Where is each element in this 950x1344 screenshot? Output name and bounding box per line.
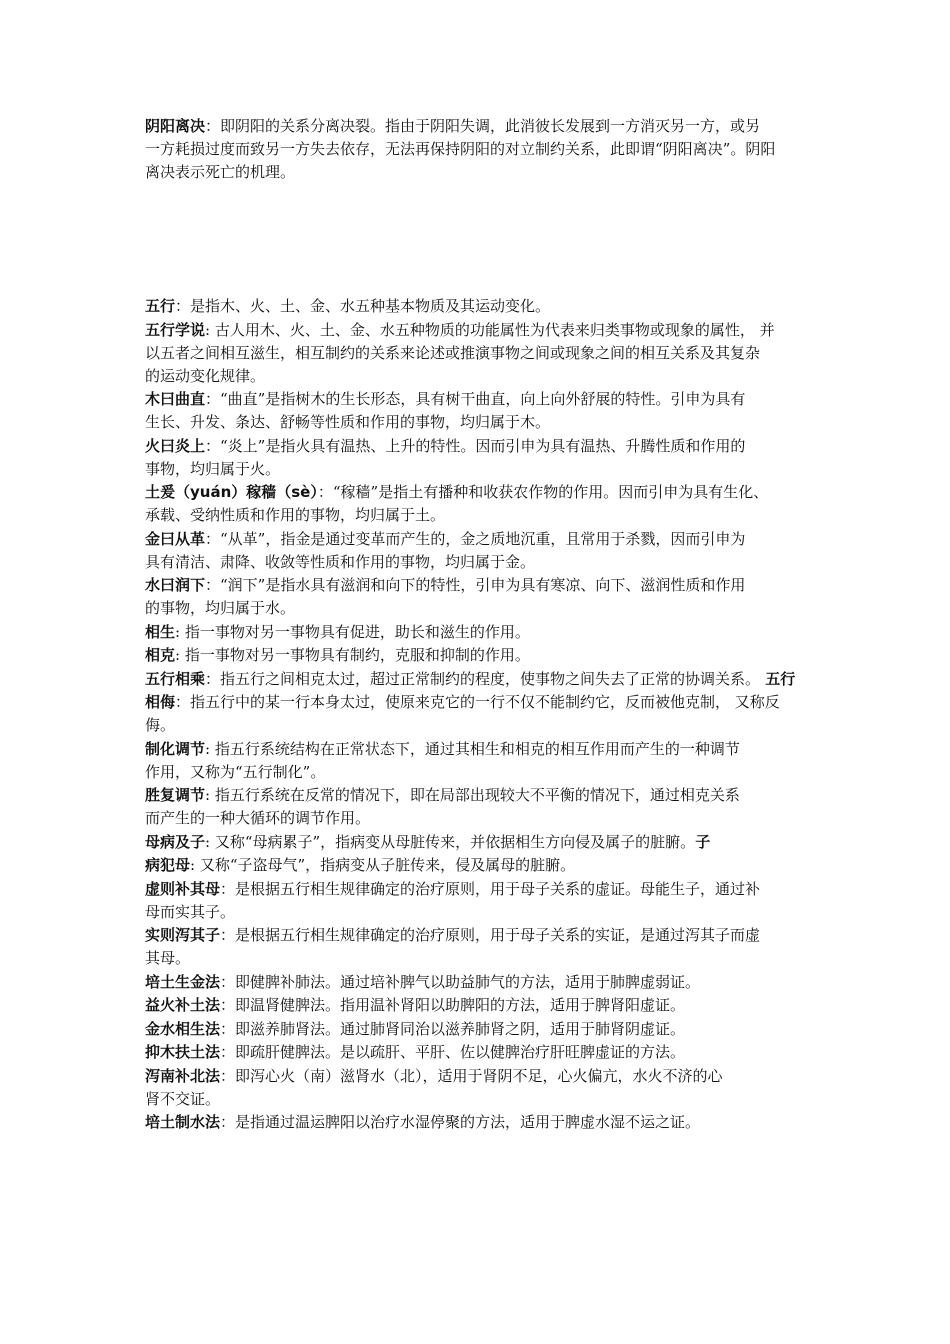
term-label: 五行 bbox=[145, 297, 176, 315]
term-label: 相侮 bbox=[145, 693, 176, 711]
term-label: 培土生金法 bbox=[145, 973, 221, 991]
term-label-continuation: 子 bbox=[695, 833, 711, 851]
term-label: 水曰润下 bbox=[145, 576, 206, 594]
definition-text: 肾不交证。 bbox=[145, 1090, 221, 1108]
term-label: 制化调节 bbox=[145, 740, 206, 758]
definition-text: ：是指通过温运脾阳以治疗水湿停聚的方法，适用于脾虚水湿不运之证。 bbox=[220, 1113, 701, 1131]
term-label: 五行学说 bbox=[145, 321, 206, 339]
definition-text: ：是根据五行相生规律确定的治疗原则，用于母子关系的虚证。母能生子，通过补 bbox=[220, 880, 761, 898]
definition-entry bbox=[145, 1065, 815, 1111]
term-label-continuation: 五行 bbox=[760, 670, 796, 688]
definition-text: 的事物，均归属于水。 bbox=[145, 599, 296, 617]
definition-entry bbox=[145, 388, 815, 434]
term-label: 虚则补其母 bbox=[145, 880, 221, 898]
definition-text: ：“润下”是指水具有滋润和向下的特性，引申为具有寒凉、向下、滋润性质和作用 bbox=[205, 576, 746, 594]
definition-text: ：即泻心火（南）滋肾水（北），适用于肾阴不足，心火偏亢，水火不济的心 bbox=[220, 1067, 723, 1085]
definition-entry bbox=[145, 994, 815, 1017]
definition-text: 其母。 bbox=[145, 949, 191, 967]
definition-entry bbox=[145, 878, 815, 924]
definition-text: ：即温肾健脾法。指用温补肾阳以助脾阳的方法，适用于脾肾阳虚证。 bbox=[220, 996, 686, 1014]
term-label: 实则泻其子 bbox=[145, 926, 221, 944]
definition-text: ：指五行中的某一行本身太过，使原来克它的一行不仅不能制约它，反而被他克制， 又称反 bbox=[175, 693, 780, 711]
definition-entry bbox=[145, 1041, 815, 1064]
definition-entry bbox=[145, 295, 815, 318]
term-label: 益火补土法 bbox=[145, 996, 221, 1014]
term-label: 金水相生法 bbox=[145, 1020, 221, 1038]
definition-text: : 指五行系统在反常的情况下，即在局部出现较大不平衡的情况下，通过相克关系 bbox=[205, 786, 740, 804]
definition-text: ：“曲直”是指树木的生长形态，具有树干曲直，向上向外舒展的特性。引申为具有 bbox=[205, 390, 746, 408]
definition-entry bbox=[145, 481, 815, 527]
definition-text: 事物，均归属于火。 bbox=[145, 460, 281, 478]
definition-text: 而产生的一种大循环的调节作用。 bbox=[145, 809, 371, 827]
definition-text: 生长、升发、条达、舒畅等性质和作用的事物，均归属于木。 bbox=[145, 413, 551, 431]
definition-entry bbox=[145, 784, 815, 830]
definition-text: : 古人用木、火、土、金、水五种物质的功能属性为代表来归类事物或现象的属性， 并 bbox=[205, 321, 775, 339]
definition-entry bbox=[145, 435, 815, 481]
definition-text: ：即健脾补肺法。通过培补脾气以助益肺气的方法，适用于肺脾虚弱证。 bbox=[220, 973, 701, 991]
term-label: 火曰炎上 bbox=[145, 437, 206, 455]
definition-text: 承载、受纳性质和作用的事物，均归属于土。 bbox=[145, 506, 446, 524]
definition-text: ：“从革”，指金是通过变革而产生的，金之质地沉重，且常用于杀戮，因而引申为 bbox=[205, 530, 746, 548]
definition-entry bbox=[145, 924, 815, 970]
term-label: 木曰曲直 bbox=[145, 390, 206, 408]
definition-line-1: ：即阴阳的关系分离决裂。指由于阴阳失调，此消彼长发展到一方消灭另一方，或另 bbox=[205, 117, 761, 135]
definition-text: ：“炎上”是指火具有温热、上升的特性。因而引申为具有温热、升腾性质和作用的 bbox=[205, 437, 746, 455]
definition-text: ：指五行之间相克太过，超过正常制约的程度，使事物之间失去了正常的协调关系。 bbox=[205, 670, 761, 688]
definition-text: ：“稼穑”是指土有播种和收获农作物的作用。因而引申为具有生化、 bbox=[317, 483, 769, 501]
definition-yin-yang-separation bbox=[145, 115, 815, 184]
term-label: 五行相乘 bbox=[145, 670, 206, 688]
definition-text: : 指五行系统结构在正常状态下，通过其相生和相克的相互作用而产生的一种调节 bbox=[205, 740, 740, 758]
term-label: 母病及子 bbox=[145, 833, 206, 851]
term-label: 病犯母 bbox=[145, 856, 191, 874]
definition-text: : 又称“母病累子”，指病变从母脏传来，并依据相生方向侵及属子的脏腑。 bbox=[205, 833, 696, 851]
definition-text: : 指一事物对另一事物具有促进，助长和滋生的作用。 bbox=[175, 623, 530, 641]
definition-text: 具有清洁、肃降、收敛等性质和作用的事物，均归属于金。 bbox=[145, 553, 536, 571]
definition-entry bbox=[145, 668, 815, 691]
definition-entry bbox=[145, 1018, 815, 1041]
definition-entry bbox=[145, 528, 815, 574]
term-label: 胜复调节 bbox=[145, 786, 206, 804]
term-label: 泻南补北法 bbox=[145, 1067, 221, 1085]
definition-text: 的运动变化规律。 bbox=[145, 367, 266, 385]
definition-text: ：是指木、火、土、金、水五种基本物质及其运动变化。 bbox=[175, 297, 551, 315]
definition-entry bbox=[145, 644, 815, 667]
definition-text: : 又称“子盗母气”，指病变从子脏传来，侵及属母的脏腑。 bbox=[190, 856, 576, 874]
term-label: 相克 bbox=[145, 646, 176, 664]
term-label: 相生 bbox=[145, 623, 176, 641]
definition-entry bbox=[145, 574, 815, 620]
definition-entry bbox=[145, 691, 815, 737]
term-label: 抑木扶土法 bbox=[145, 1043, 221, 1061]
term-label: 培土制水法 bbox=[145, 1113, 221, 1131]
definition-entry bbox=[145, 831, 815, 854]
definition-entry bbox=[145, 621, 815, 644]
definition-text: ：是根据五行相生规律确定的治疗原则，用于母子关系的实证，是通过泻其子而虚 bbox=[220, 926, 761, 944]
term-label: 金曰从革 bbox=[145, 530, 206, 548]
definition-entry bbox=[145, 1111, 815, 1134]
definition-text: ：即疏肝健脾法。是以疏肝、平肝、佐以健脾治疗肝旺脾虚证的方法。 bbox=[220, 1043, 686, 1061]
term-label: 土爰（yuán）稼穑（sè） bbox=[145, 483, 318, 501]
definition-line-3: 离决表示死亡的机理。 bbox=[145, 163, 296, 181]
definition-entry bbox=[145, 971, 815, 994]
definition-entry bbox=[145, 738, 815, 784]
definition-entry bbox=[145, 854, 815, 877]
definition-entry bbox=[145, 319, 815, 388]
term-label: 阴阳离决 bbox=[145, 117, 206, 135]
definition-line-2: 一方耗损过度而致另一方失去依存，无法再保持阴阳的对立制约关系，此即谓“阴阳离决”。阴阳 bbox=[145, 140, 776, 158]
definition-text: 作用，又称为“五行制化”。 bbox=[145, 763, 326, 781]
definition-text: 以五者之间相互滋生，相互制约的关系来论述或推演事物之间或现象之间的相互关系及其复杂 bbox=[145, 344, 761, 362]
definition-text: 母而实其子。 bbox=[145, 903, 236, 921]
definition-text: : 指一事物对另一事物具有制约，克服和抑制的作用。 bbox=[175, 646, 530, 664]
definition-text: 侮。 bbox=[145, 716, 176, 734]
definition-text: ：即滋养肺肾法。通过肺肾同治以滋养肺肾之阴，适用于肺肾阴虚证。 bbox=[220, 1020, 686, 1038]
